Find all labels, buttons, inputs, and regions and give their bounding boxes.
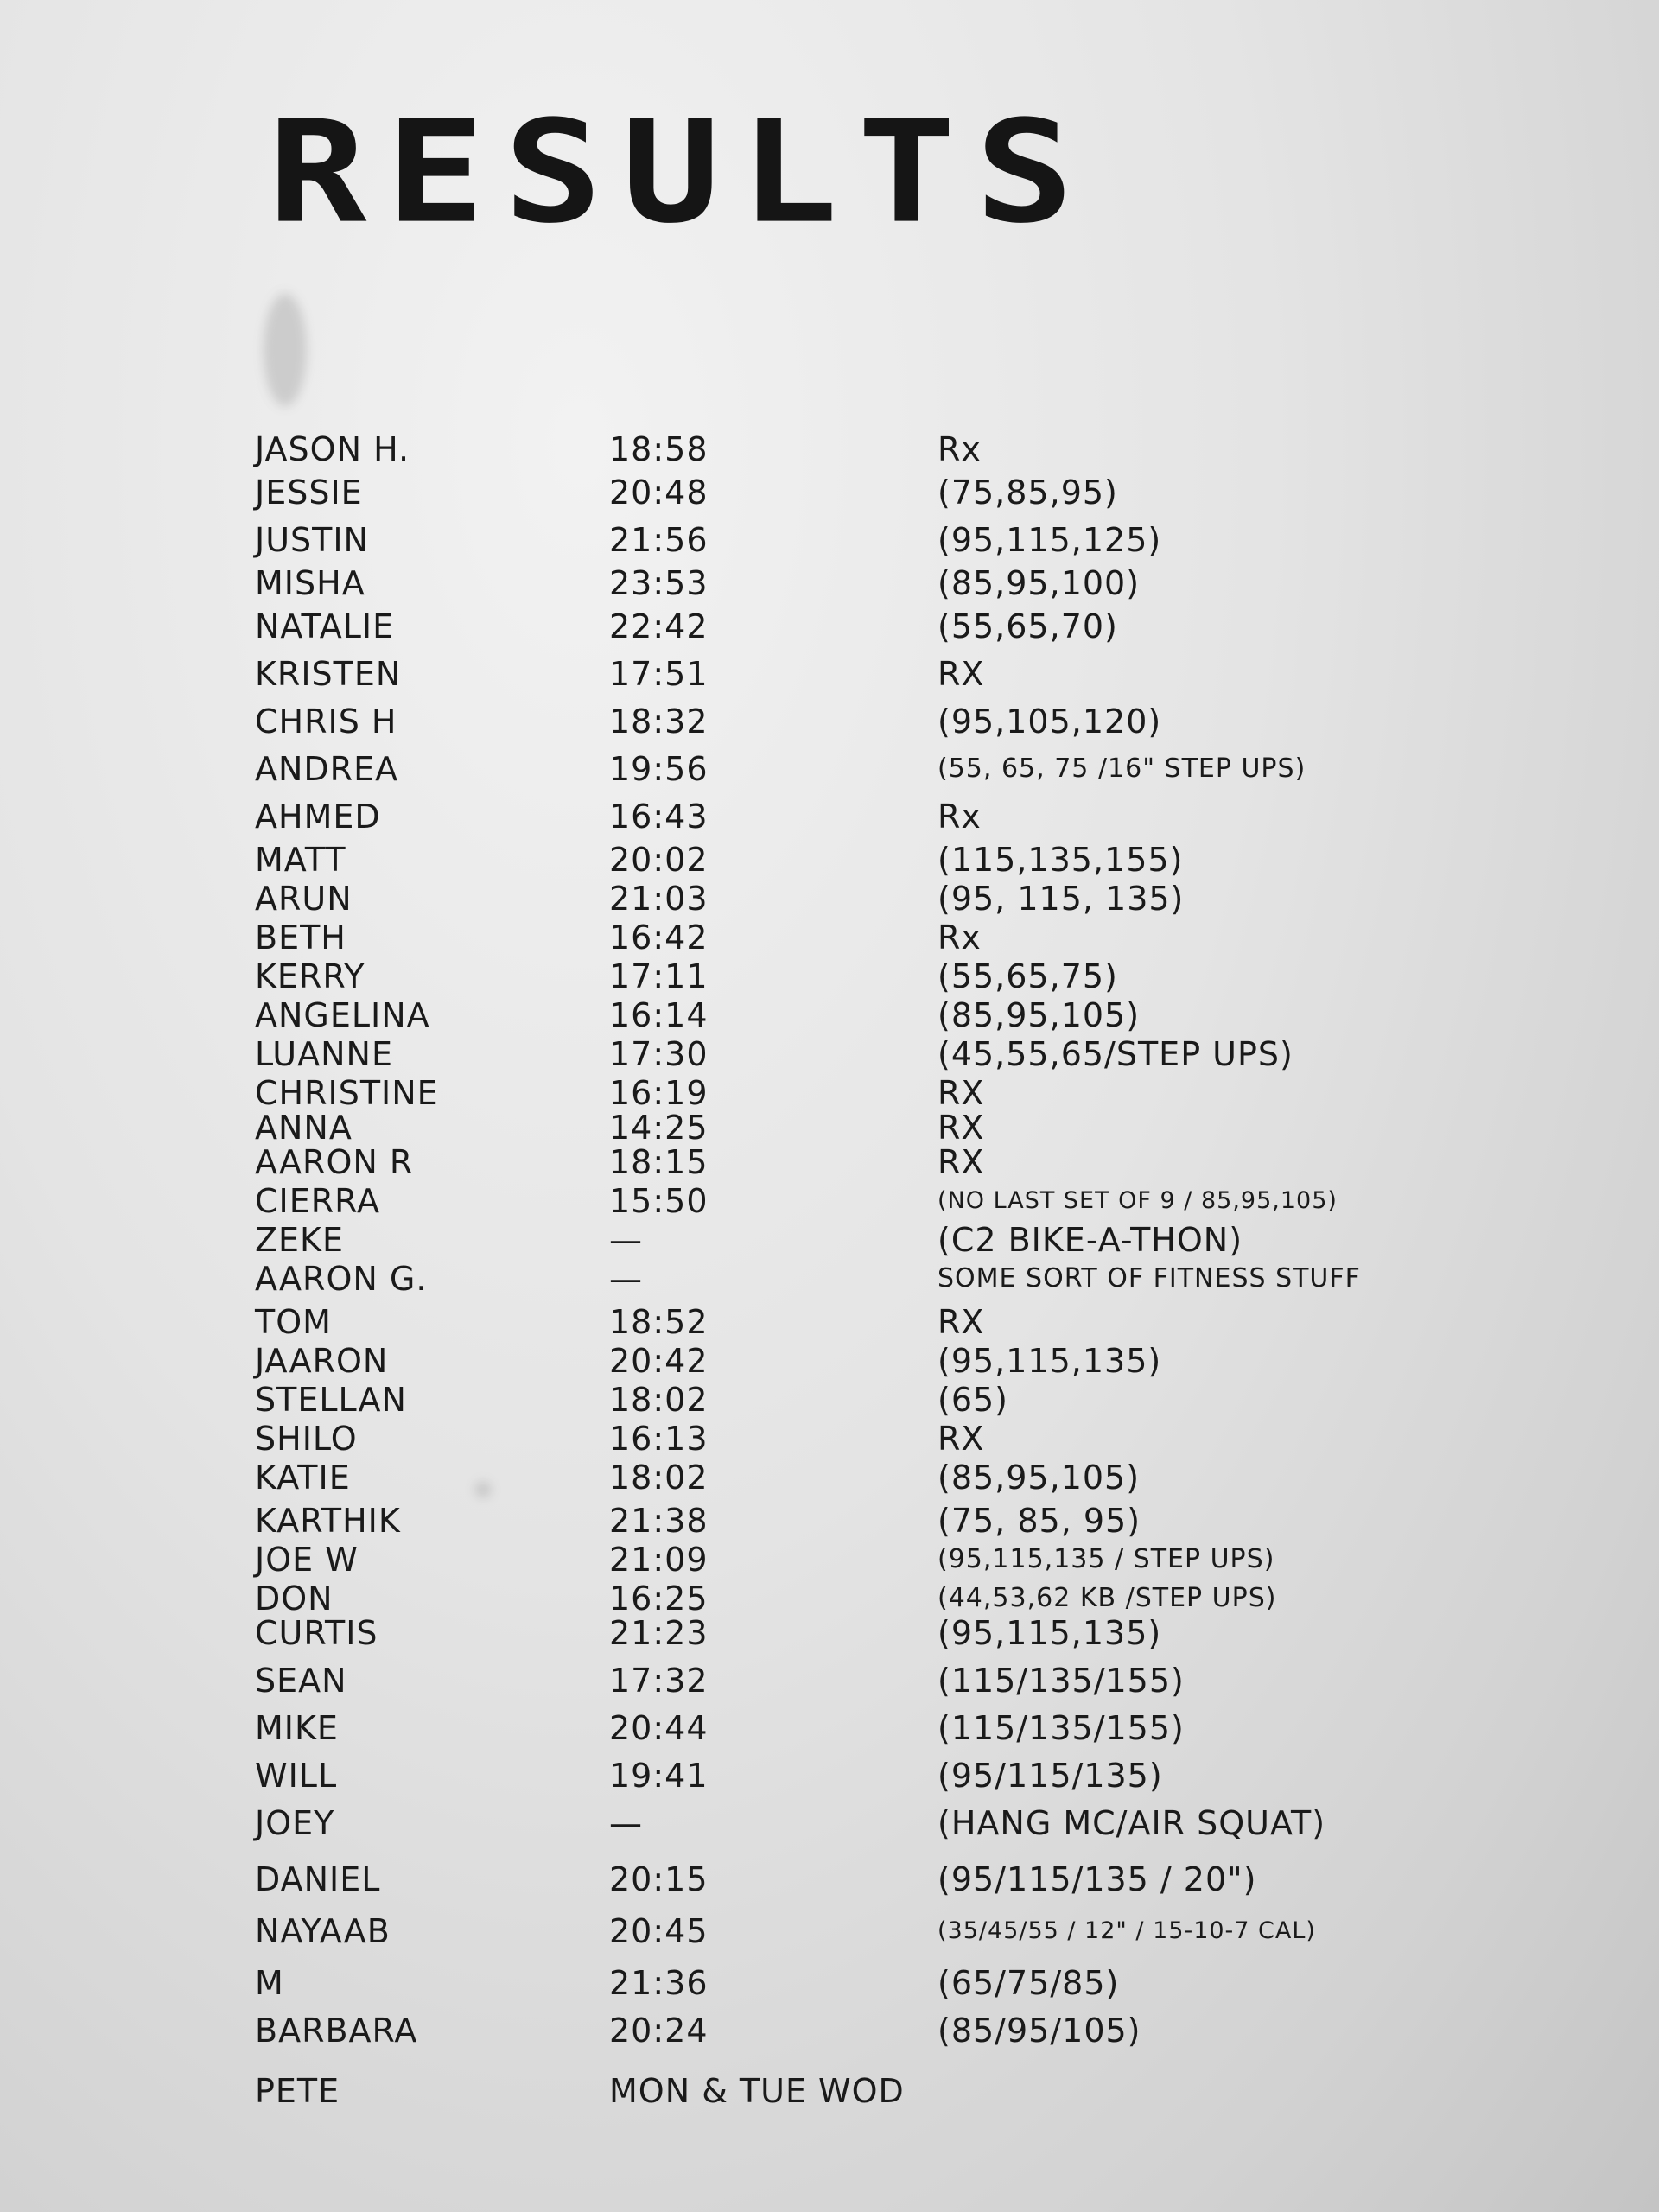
finish-time: 18:15	[609, 1143, 709, 1181]
result-row	[0, 1802, 1659, 1845]
weight-note: (45,55,65/STEP UPS)	[938, 1035, 1294, 1073]
athlete-name: MATT	[255, 841, 346, 879]
athlete-name: ANDREA	[255, 750, 399, 788]
weight-note: (65/75/85)	[938, 1964, 1120, 2002]
athlete-name: CURTIS	[255, 1614, 378, 1652]
finish-time: 21:09	[609, 1541, 709, 1579]
finish-time: 19:41	[609, 1757, 709, 1795]
finish-time: 21:38	[609, 1502, 709, 1540]
weight-note: (75, 85, 95)	[938, 1502, 1141, 1540]
finish-time: 22:42	[609, 607, 709, 645]
athlete-name: AARON R	[255, 1143, 414, 1181]
athlete-name: JOEY	[255, 1804, 335, 1842]
athlete-name: JOE W	[255, 1541, 359, 1579]
weight-note: Rx	[938, 798, 982, 836]
finish-time: 21:56	[609, 521, 709, 559]
finish-time: —	[609, 1804, 643, 1842]
athlete-name: MIKE	[255, 1709, 339, 1747]
finish-time: 20:42	[609, 1342, 709, 1380]
weight-note: (85/95/105)	[938, 2012, 1141, 2050]
athlete-name: JASON H.	[255, 430, 410, 468]
result-row	[0, 700, 1659, 743]
athlete-name: WILL	[255, 1757, 338, 1795]
finish-time: 21:36	[609, 1964, 709, 2002]
finish-time: 16:43	[609, 798, 709, 836]
weight-note: (75,85,95)	[938, 474, 1118, 512]
result-row	[0, 1033, 1659, 1076]
result-row	[0, 1538, 1659, 1581]
result-row	[0, 652, 1659, 696]
weight-note: (85,95,105)	[938, 1459, 1141, 1497]
result-row	[0, 428, 1659, 471]
finish-time: 19:56	[609, 750, 709, 788]
athlete-name: NATALIE	[255, 607, 395, 645]
athlete-name: KATIE	[255, 1459, 351, 1497]
athlete-name: TOM	[255, 1303, 332, 1341]
finish-time: 16:25	[609, 1580, 709, 1618]
weight-note: SOME SORT OF FITNESS STUFF	[938, 1263, 1361, 1294]
weight-note: (95,115,135)	[938, 1342, 1162, 1380]
weight-note: (115/135/155)	[938, 1709, 1185, 1747]
finish-time: 15:50	[609, 1182, 709, 1220]
weight-note: RX	[938, 1143, 985, 1181]
finish-time: MON & TUE WOD	[609, 2072, 905, 2110]
result-row	[0, 1378, 1659, 1421]
finish-time: 16:19	[609, 1074, 709, 1112]
result-row	[0, 1417, 1659, 1460]
result-row	[0, 1659, 1659, 1702]
weight-note: (95,115,135 / STEP UPS)	[938, 1544, 1275, 1574]
finish-time: 17:51	[609, 655, 709, 693]
athlete-name: PETE	[255, 2072, 340, 2110]
finish-time: 16:13	[609, 1420, 709, 1458]
weight-note: Rx	[938, 918, 982, 957]
result-row	[0, 994, 1659, 1037]
athlete-name: JAARON	[255, 1342, 389, 1380]
result-row	[0, 1179, 1659, 1223]
weight-note: (95,105,120)	[938, 702, 1162, 741]
result-row	[0, 518, 1659, 562]
athlete-name: ANNA	[255, 1109, 353, 1147]
result-row	[0, 1707, 1659, 1750]
result-row	[0, 562, 1659, 605]
result-row	[0, 1910, 1659, 1953]
weight-note: (85,95,105)	[938, 996, 1141, 1034]
athlete-name: STELLAN	[255, 1381, 407, 1419]
result-row	[0, 1257, 1659, 1300]
weight-note: (95, 115, 135)	[938, 880, 1185, 918]
athlete-name: ZEKE	[255, 1221, 344, 1259]
result-row	[0, 1339, 1659, 1382]
finish-time: 18:02	[609, 1381, 709, 1419]
finish-time: 20:02	[609, 841, 709, 879]
finish-time: 16:14	[609, 996, 709, 1034]
finish-time: 18:58	[609, 430, 709, 468]
athlete-name: M	[255, 1964, 284, 2002]
result-row	[0, 1754, 1659, 1797]
athlete-name: LUANNE	[255, 1035, 393, 1073]
athlete-name: BARBARA	[255, 2012, 418, 2050]
weight-note: Rx	[938, 430, 982, 468]
weight-note: (HANG MC/AIR SQUAT)	[938, 1804, 1326, 1842]
athlete-name: CHRISTINE	[255, 1074, 439, 1112]
weight-note: (55,65,70)	[938, 607, 1118, 645]
athlete-name: DON	[255, 1580, 334, 1618]
weight-note: (55,65,75)	[938, 957, 1118, 995]
athlete-name: NAYAAB	[255, 1912, 391, 1950]
result-row	[0, 916, 1659, 959]
result-row	[0, 747, 1659, 791]
result-row	[0, 1218, 1659, 1262]
athlete-name: DANIEL	[255, 1860, 381, 1898]
athlete-name: ARUN	[255, 880, 353, 918]
finish-time: 17:30	[609, 1035, 709, 1073]
athlete-name: BETH	[255, 918, 346, 957]
finish-time: 20:45	[609, 1912, 709, 1950]
athlete-name: KRISTEN	[255, 655, 402, 693]
athlete-name: AHMED	[255, 798, 381, 836]
result-row	[0, 1141, 1659, 1184]
result-row	[0, 1456, 1659, 1499]
weight-note: RX	[938, 655, 985, 693]
athlete-name: KARTHIK	[255, 1502, 401, 1540]
weight-note: (95,115,125)	[938, 521, 1162, 559]
weight-note: RX	[938, 1109, 985, 1147]
weight-note: (115,135,155)	[938, 841, 1184, 879]
finish-time: —	[609, 1221, 643, 1259]
weight-note: (55, 65, 75 /16" STEP UPS)	[938, 753, 1306, 784]
weight-note: RX	[938, 1074, 985, 1112]
athlete-name: SHILO	[255, 1420, 358, 1458]
finish-time: 17:11	[609, 957, 709, 995]
weight-note: (115/135/155)	[938, 1662, 1185, 1700]
marker-smudge	[264, 294, 307, 406]
finish-time: 20:44	[609, 1709, 709, 1747]
finish-time: 20:24	[609, 2012, 709, 2050]
athlete-name: CHRIS H	[255, 702, 397, 741]
weight-note: (95/115/135)	[938, 1757, 1163, 1795]
result-row	[0, 877, 1659, 920]
finish-time: 18:52	[609, 1303, 709, 1341]
finish-time: 18:32	[609, 702, 709, 741]
finish-time: 14:25	[609, 1109, 709, 1147]
result-row	[0, 1858, 1659, 1901]
result-row	[0, 471, 1659, 514]
weight-note: (95/115/135 / 20")	[938, 1860, 1257, 1898]
athlete-name: JESSIE	[255, 474, 363, 512]
result-row	[0, 1961, 1659, 2005]
finish-time: 17:32	[609, 1662, 709, 1700]
weight-note: RX	[938, 1303, 985, 1341]
finish-time: 20:48	[609, 474, 709, 512]
finish-time: 18:02	[609, 1459, 709, 1497]
result-row	[0, 955, 1659, 998]
weight-note: (95,115,135)	[938, 1614, 1162, 1652]
athlete-name: KERRY	[255, 957, 365, 995]
finish-time: 21:23	[609, 1614, 709, 1652]
finish-time: 21:03	[609, 880, 709, 918]
result-row	[0, 2069, 1659, 2113]
finish-time: 23:53	[609, 564, 709, 602]
finish-time: 16:42	[609, 918, 709, 957]
athlete-name: CIERRA	[255, 1182, 381, 1220]
weight-note: RX	[938, 1420, 985, 1458]
athlete-name: ANGELINA	[255, 996, 430, 1034]
weight-note: (85,95,100)	[938, 564, 1141, 602]
result-row	[0, 1300, 1659, 1344]
result-row	[0, 2009, 1659, 2052]
athlete-name: MISHA	[255, 564, 365, 602]
result-row	[0, 1499, 1659, 1542]
result-row	[0, 605, 1659, 648]
weight-note: (44,53,62 KB /STEP UPS)	[938, 1583, 1277, 1613]
finish-time: 20:15	[609, 1860, 709, 1898]
weight-note: (65)	[938, 1381, 1009, 1419]
result-row	[0, 838, 1659, 881]
weight-note: (C2 BIKE-A-THON)	[938, 1221, 1243, 1259]
athlete-name: SEAN	[255, 1662, 347, 1700]
board-title: RESULTS	[268, 90, 1093, 255]
result-row	[0, 795, 1659, 838]
result-row	[0, 1611, 1659, 1655]
weight-note: (35/45/55 / 12" / 15-10-7 CAL)	[938, 1917, 1316, 1944]
finish-time: —	[609, 1260, 643, 1298]
weight-note: (NO LAST SET OF 9 / 85,95,105)	[938, 1187, 1338, 1214]
athlete-name: JUSTIN	[255, 521, 369, 559]
athlete-name: AARON G.	[255, 1260, 428, 1298]
